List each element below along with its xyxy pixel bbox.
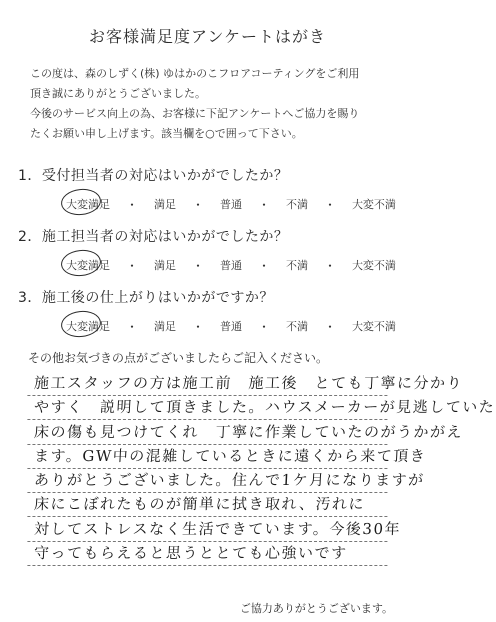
option-satisfied[interactable]: 満足 xyxy=(153,198,176,211)
comment-line: 床にこぼれたものが簡単に拭き取れ、汚れに xyxy=(27,493,388,517)
comment-line: 守ってもらえると思うととても心強いです xyxy=(27,542,388,566)
separator: ・ xyxy=(257,320,270,334)
option-dissatisfied[interactable]: 不満 xyxy=(285,198,308,211)
option-dissatisfied[interactable]: 不満 xyxy=(285,320,308,333)
option-row xyxy=(66,196,396,213)
comment-line: 施工スタッフの方は施工前 施工後 とても丁寧に分かり xyxy=(27,372,388,396)
intro-line: 頂き誠にありがとうございました。 xyxy=(30,87,206,100)
question-text: 1．受付担当者の対応はいかがでしたか？ xyxy=(18,168,289,184)
option-neutral[interactable]: 普通 xyxy=(219,259,242,272)
option-satisfied[interactable]: 満足 xyxy=(153,259,176,272)
question-2 xyxy=(18,226,398,274)
separator: ・ xyxy=(125,259,138,273)
separator: ・ xyxy=(191,259,204,273)
comment-line: 対してストレスなく生活できています。今後30年 xyxy=(27,518,388,542)
separator: ・ xyxy=(323,198,336,212)
separator: ・ xyxy=(257,259,270,273)
comment-line: ありがとうございました。住んで1ケ月になりますが xyxy=(27,469,388,493)
separator: ・ xyxy=(191,320,204,334)
comment-line: 床の傷も見つけてくれ 丁寧に作業していたのがうかがえ xyxy=(27,421,388,445)
option-very-satisfied[interactable]: 大変満足 xyxy=(66,259,110,272)
comment-label: その他お気づきの点がございましたらご記入ください。 xyxy=(28,351,329,365)
comment-area[interactable] xyxy=(28,372,496,566)
option-very-dissatisfied[interactable]: 大変不満 xyxy=(351,198,396,211)
intro-line: この度は、森のしずく(株) ゆはかのこフロアコーティングをご利用 xyxy=(30,67,360,80)
option-neutral[interactable]: 普通 xyxy=(219,198,242,211)
option-row xyxy=(66,318,396,335)
question-3 xyxy=(18,287,398,335)
separator: ・ xyxy=(125,320,138,334)
separator: ・ xyxy=(191,198,204,212)
option-satisfied[interactable]: 満足 xyxy=(153,320,176,333)
question-1 xyxy=(18,165,398,213)
separator: ・ xyxy=(323,259,336,273)
intro-line: 今後のサービス向上の為、お客様に下記アンケートへご協力を賜り xyxy=(30,107,360,120)
option-very-satisfied[interactable]: 大変満足 xyxy=(66,198,110,211)
intro-text xyxy=(24,64,394,144)
option-neutral[interactable]: 普通 xyxy=(219,320,242,333)
question-text: 2．施工担当者の対応はいかがでしたか？ xyxy=(18,229,289,245)
page-title: お客様満足度アンケートはがき xyxy=(88,27,327,46)
separator: ・ xyxy=(323,320,336,334)
option-very-satisfied[interactable]: 大変満足 xyxy=(66,320,110,333)
option-dissatisfied[interactable]: 不満 xyxy=(285,259,308,272)
question-text: 3．施工後の仕上がりはいかがですか？ xyxy=(18,290,274,306)
separator: ・ xyxy=(257,198,270,212)
option-very-dissatisfied[interactable]: 大変不満 xyxy=(351,320,396,333)
separator: ・ xyxy=(125,198,138,212)
comment-line: やすく 説明して頂きました。ハウスメーカーが見逃していた xyxy=(27,396,388,420)
intro-line: たくお願い申し上げます。該当欄を○で囲って下さい。 xyxy=(30,127,303,140)
thanks-note: ご協力ありがとうございます。 xyxy=(239,602,393,615)
option-row xyxy=(66,257,396,274)
comment-line: ます。GW中の混雑しているときに遠くから来て頂き xyxy=(27,445,388,469)
option-very-dissatisfied[interactable]: 大変不満 xyxy=(351,259,396,272)
